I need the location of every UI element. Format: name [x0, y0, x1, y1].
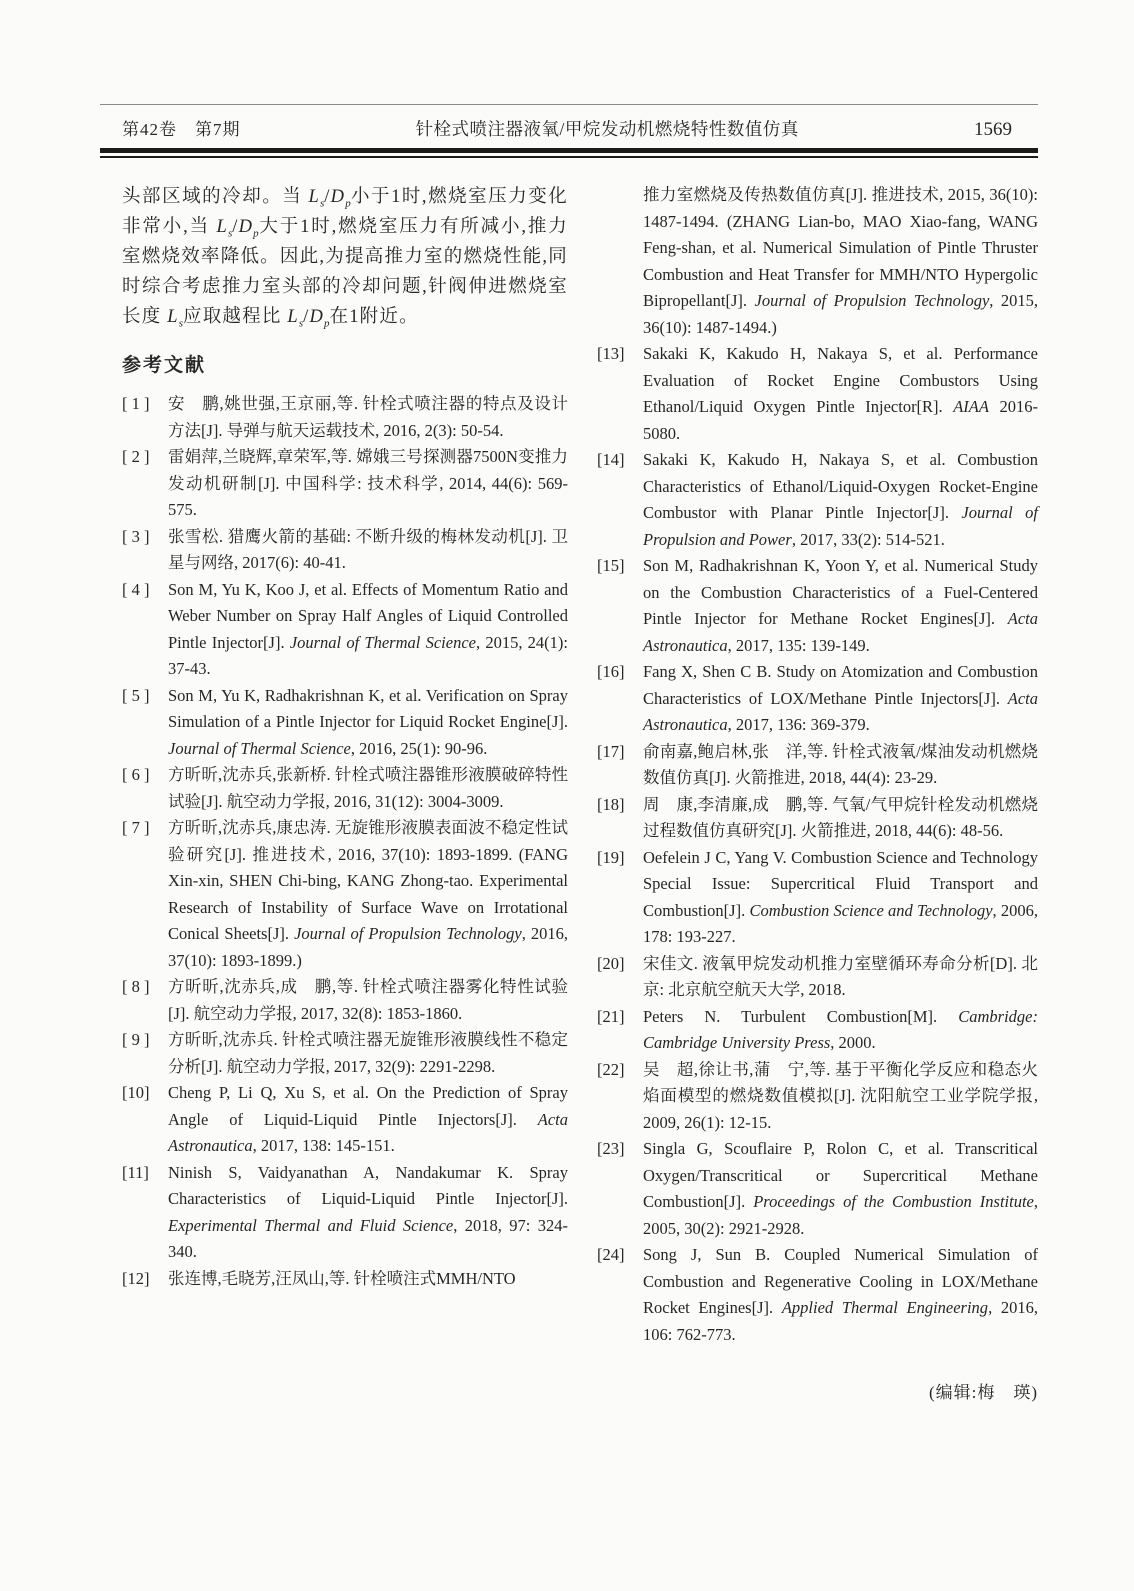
reference-item — [122, 815, 568, 974]
reference-item-12-continuation — [597, 182, 1038, 341]
reference-item — [122, 391, 568, 444]
reference-item — [122, 577, 568, 683]
reference-text: Peters N. Turbulent Combustion[M]. Cambridge: Cambridge University Press, 2000. — [643, 1006, 1038, 1052]
reference-text: 周 康,李清廉,成 鹏,等. 气氧/气甲烷针栓发动机燃烧过程数值仿真研究[J]. 火箭推进, 2018, 44(6): 48-56. — [643, 794, 1038, 840]
reference-list-right — [597, 341, 1038, 1348]
reference-label: [ 6 ] — [122, 765, 150, 784]
page-header — [100, 105, 1038, 148]
reference-label: [14] — [597, 450, 625, 469]
reference-text: 吴 超,徐让书,蒲 宁,等. 基于平衡化学反应和稳态火焰面模型的燃烧数值模拟[J]. 沈阳航空工业学院学报, 2009, 26(1): 12-15. — [643, 1059, 1038, 1132]
reference-item — [597, 1136, 1038, 1242]
reference-label: [13] — [597, 344, 625, 363]
reference-label: [18] — [597, 794, 625, 814]
reference-item — [597, 1057, 1038, 1137]
reference-item — [122, 1080, 568, 1160]
left-column — [122, 182, 568, 1403]
reference-item — [597, 659, 1038, 739]
volume-issue: 第42卷 第7期 — [122, 120, 241, 139]
reference-text: Sakaki K, Kakudo H, Nakaya S, et al. Combustion Characteristics of Ethanol/Liquid-Oxygen Rocket-Engine Combustor with Planar Pintle Injector[J]. Journal of Propulsion and Power, 2017, 33(2): 514-521. — [643, 450, 1038, 549]
reference-label: [21] — [597, 1006, 625, 1026]
reference-label: [ 5 ] — [122, 685, 150, 705]
reference-text: 方昕昕,沈赤兵,成 鹏,等. 针栓式喷注器雾化特性试验[J]. 航空动力学报, 2017, 32(8): 1853-1860. — [168, 977, 568, 1023]
running-title: 针栓式喷注器液氧/甲烷发动机燃烧特性数值仿真 — [415, 119, 799, 139]
reference-item — [597, 739, 1038, 792]
reference-label-blank — [597, 182, 643, 341]
reference-label: [20] — [597, 953, 625, 973]
reference-label: [ 1 ] — [122, 394, 150, 413]
reference-text: Singla G, Scouflaire P, Rolon C, et al. Transcritical Oxygen/Transcritical or Supercritical Methane Combustion[J]. Proceedings of the Combustion Institute, 2005, 30(2): 2921-2928. — [643, 1139, 1038, 1238]
reference-item — [122, 1266, 568, 1293]
reference-label: [19] — [597, 847, 625, 867]
reference-item — [122, 974, 568, 1027]
reference-label: [10] — [122, 1083, 150, 1102]
reference-label: [22] — [597, 1059, 625, 1079]
reference-label: [16] — [597, 662, 625, 681]
reference-text: 安 鹏,姚世强,王京丽,等. 针栓式喷注器的特点及设计方法[J]. 导弹与航天运载技术, 2016, 2(3): 50-54. — [168, 394, 568, 440]
reference-item — [122, 1160, 568, 1266]
reference-label: [17] — [597, 741, 625, 761]
reference-item — [597, 792, 1038, 845]
reference-item — [122, 1027, 568, 1080]
reference-text: Son M, Radhakrishnan K, Yoon Y, et al. Numerical Study on the Combustion Characteristics of a Fuel-Centered Pintle Injector for Methane Rocket Engines[J]. Acta Astronautica, 2017, 135: 139-149. — [643, 556, 1038, 655]
reference-text: 推力室燃烧及传热数值仿真[J]. 推进技术, 2015, 36(10): 1487-1494. (ZHANG Lian-bo, MAO Xiao-fang, WANG Feng-shan, et al. Numerical Simulation of Pintle Thruster Combustion and Heat Transfer for MMH/NTO Hypergolic Bipropellant[J]. Journal of Propulsion Technology, 2015, 36(10): 1487-1494.) — [643, 185, 1039, 337]
reference-text: 方昕昕,沈赤兵. 针栓式喷注器无旋锥形液膜线性不稳定分析[J]. 航空动力学报, 2017, 32(9): 2291-2298. — [168, 1030, 568, 1076]
reference-text: 方昕昕,沈赤兵,康忠涛. 无旋锥形液膜表面波不稳定性试验研究[J]. 推进技术, 2016, 37(10): 1893-1899. (FANG Xin-xin, SHEN Chi-bing, KANG Zhong-tao. Experimental Research of Instability of Surface Wave on Irrotational Conical Sheets[J]. Journal of Propulsion Technology, 2016, 37(10): 1893-1899.) — [168, 818, 569, 970]
reference-item — [122, 762, 568, 815]
reference-item — [597, 951, 1038, 1004]
intro-paragraph: 头部区域的冷却。当 $L_s/D_p$小于1时,燃烧室压力变化非常小,当 $L_s/D_p$大于1时,燃烧室压力有所减小,推力室燃烧效率降低。因此,为提高推力室的燃烧性能,同时综合考虑推力室头部的冷却问题,针阀伸进燃烧室长度 $L_s$应取越程比 $L_s/D_p$在1附近。 — [122, 187, 568, 330]
reference-item — [122, 683, 568, 763]
reference-text: Son M, Yu K, Koo J, et al. Effects of Momentum Ratio and Weber Number on Spray Half Angles of Liquid Controlled Pintle Injector[J]. Journal of Thermal Science, 2015, 24(1): 37-43. — [168, 579, 569, 678]
reference-label: [11] — [122, 1162, 149, 1182]
reference-label: [12] — [122, 1268, 150, 1288]
editor-note: (编辑:梅 瑛) — [928, 1383, 1038, 1402]
reference-label: [ 2 ] — [122, 447, 150, 466]
reference-label: [ 8 ] — [122, 977, 150, 996]
references-heading: 参考文献 — [122, 355, 207, 376]
reference-text: 张雪松. 猎鹰火箭的基础: 不断升级的梅林发动机[J]. 卫星与网络, 2017(6): 40-41. — [168, 526, 568, 572]
reference-text: Oefelein J C, Yang V. Combustion Science and Technology Special Issue: Supercritical Fluid Transport and Combustion[J]. Combustion Science and Technology, 2006, 178: 193-227. — [643, 847, 1038, 946]
reference-item — [597, 1242, 1038, 1348]
reference-label: [23] — [597, 1139, 625, 1158]
reference-item — [122, 444, 568, 524]
reference-text: Son M, Yu K, Radhakrishnan K, et al. Verification on Spray Simulation of a Pintle Injector for Liquid Rocket Engine[J]. Journal of Thermal Science, 2016, 25(1): 90-96. — [168, 685, 568, 758]
reference-list-left — [122, 391, 568, 1292]
reference-text: Sakaki K, Kakudo H, Nakaya S, et al. Performance Evaluation of Rocket Engine Combustors Using Ethanol/Liquid Oxygen Pintle Injector[R]. AIAA 2016-5080. — [643, 344, 1038, 443]
two-column-body — [100, 182, 1038, 1403]
reference-label: [24] — [597, 1245, 625, 1264]
reference-text: Fang X, Shen C B. Study on Atomization and Combustion Characteristics of LOX/Methane Pintle Injectors[J]. Acta Astronautica, 2017, 136: 369-379. — [643, 662, 1038, 734]
reference-text: 宋佳文. 液氧甲烷发动机推力室壁循环寿命分析[D]. 北京: 北京航空航天大学, 2018. — [643, 953, 1038, 999]
reference-text: 雷娟萍,兰晓辉,章荣军,等. 嫦娥三号探测器7500N变推力发动机研制[J]. 中国科学: 技术科学, 2014, 44(6): 569-575. — [168, 447, 568, 519]
page-content — [100, 104, 1038, 1403]
reference-label: [15] — [597, 556, 625, 575]
reference-text: Cheng P, Li Q, Xu S, et al. On the Prediction of Spray Angle of Liquid-Liquid Pintle Injectors[J]. Acta Astronautica, 2017, 138: 145-151. — [168, 1083, 568, 1155]
reference-item — [597, 341, 1038, 447]
reference-item — [597, 447, 1038, 553]
reference-item — [597, 553, 1038, 659]
right-column — [597, 182, 1038, 1403]
reference-item — [122, 524, 568, 577]
reference-label: [ 3 ] — [122, 526, 150, 546]
reference-text: 俞南嘉,鲍启林,张 洋,等. 针栓式液氧/煤油发动机燃烧数值仿真[J]. 火箭推进, 2018, 44(4): 23-29. — [643, 741, 1038, 787]
reference-label: [ 4 ] — [122, 579, 150, 599]
header-rule-thin — [100, 156, 1038, 158]
reference-text: 张连博,毛晓芳,汪凤山,等. 针栓喷注式MMH/NTO — [168, 1268, 516, 1288]
reference-label: [ 7 ] — [122, 818, 150, 837]
header-rule-thick — [100, 148, 1038, 153]
reference-item — [597, 1004, 1038, 1057]
reference-label: [ 9 ] — [122, 1030, 150, 1049]
reference-text: 方昕昕,沈赤兵,张新桥. 针栓式喷注器锥形液膜破碎特性试验[J]. 航空动力学报, 2016, 31(12): 3004-3009. — [168, 765, 568, 811]
page-number: 1569 — [974, 119, 1012, 140]
reference-item — [597, 845, 1038, 951]
reference-text: Song J, Sun B. Coupled Numerical Simulation of Combustion and Regenerative Cooling in LOX/Methane Rocket Engines[J]. Applied Thermal Engineering, 2016, 106: 762-773. — [643, 1245, 1039, 1344]
reference-text: Ninish S, Vaidyanathan A, Nandakumar K. Spray Characteristics of Liquid-Liquid Pintle Injector[J]. Experimental Thermal and Fluid Science, 2018, 97: 324-340. — [168, 1162, 568, 1261]
